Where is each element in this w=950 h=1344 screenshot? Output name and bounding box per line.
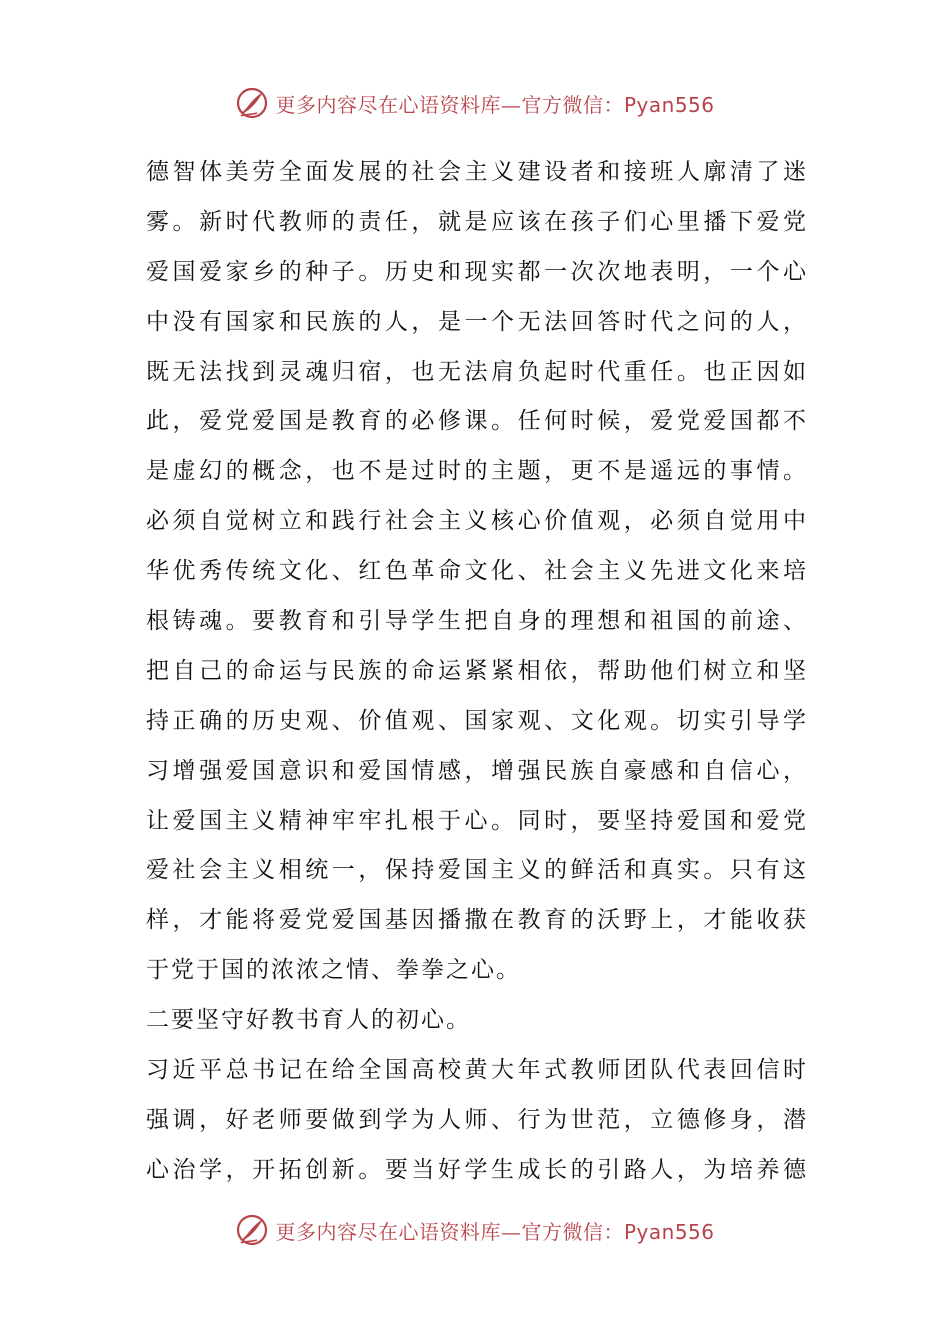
- footer-banner-dash: —: [500, 1219, 522, 1244]
- body-line: 此，爱党爱国是教育的必修课。任何时候，爱党爱国都不: [146, 408, 806, 435]
- body-line: 德智体美劳全面发展的社会主义建设者和接班人廓清了迷: [146, 159, 806, 185]
- body-line: 根铸魂。要教育和引导学生把自身的理想和祖国的前途、: [146, 608, 806, 635]
- footer-banner-text: [275, 1216, 714, 1245]
- body-line: 习近平总书记在给全国高校黄大年式教师团队代表回信时: [146, 1057, 806, 1084]
- body-line: 既无法找到灵魂归宿，也无法肩负起时代重任。也正因如: [146, 358, 806, 385]
- footer-banner-cn: 更多内容尽在心语资料库: [275, 1219, 501, 1244]
- body-line: 习增强爱国意识和爱国情感，增强民族自豪感和自信心，: [146, 757, 806, 784]
- body-line: 于党于国的浓浓之情、拳拳之心。: [146, 957, 521, 984]
- quill-logo-icon: [235, 1213, 269, 1247]
- header-banner-cn: 更多内容尽在心语资料库: [275, 92, 501, 117]
- body-line: 是虚幻的概念，也不是过时的主题，更不是遥远的事情。: [146, 458, 806, 485]
- body-line: 雾。新时代教师的责任，就是应该在孩子们心里播下爱党: [146, 208, 806, 235]
- header-banner-official: 官方微信：: [521, 92, 624, 117]
- body-line: 爱国爱家乡的种子。历史和现实都一次次地表明，一个心: [146, 258, 806, 285]
- body-line: 持正确的历史观、价值观、国家观、文化观。切实引导学: [146, 707, 806, 734]
- body-line: 华优秀传统文化、红色革命文化、社会主义先进文化来培: [146, 558, 806, 585]
- header-banner: [0, 83, 950, 123]
- header-banner-dash: —: [500, 92, 522, 117]
- header-banner-id: Pyan556: [623, 92, 715, 117]
- footer-banner-id: Pyan556: [623, 1219, 715, 1244]
- body-line: 强调，好老师要做到学为人师、行为世范，立德修身，潜: [146, 1106, 806, 1133]
- header-banner-text: [275, 89, 714, 118]
- body-line: 必须自觉树立和践行社会主义核心价值观，必须自觉用中: [146, 508, 806, 535]
- body-line: 心治学，开拓创新。要当好学生成长的引路人，为培养德: [146, 1156, 806, 1183]
- body-line: 样，才能将爱党爱国基因播撒在教育的沃野上，才能收获: [146, 907, 806, 934]
- body-line: 中没有国家和民族的人，是一个无法回答时代之问的人，: [146, 308, 806, 335]
- document-body: [146, 148, 806, 1196]
- body-line: 爱社会主义相统一，保持爱国主义的鲜活和真实。只有这: [146, 857, 806, 884]
- body-line: 让爱国主义精神牢牢扎根于心。同时，要坚持爱国和爱党: [146, 807, 806, 834]
- footer-banner: [0, 1210, 950, 1250]
- quill-logo-icon: [235, 86, 269, 120]
- footer-banner-official: 官方微信：: [521, 1219, 624, 1244]
- section-heading: 二要坚守好教书育人的初心。: [146, 1007, 471, 1034]
- body-line: 把自己的命运与民族的命运紧紧相依，帮助他们树立和坚: [146, 657, 806, 684]
